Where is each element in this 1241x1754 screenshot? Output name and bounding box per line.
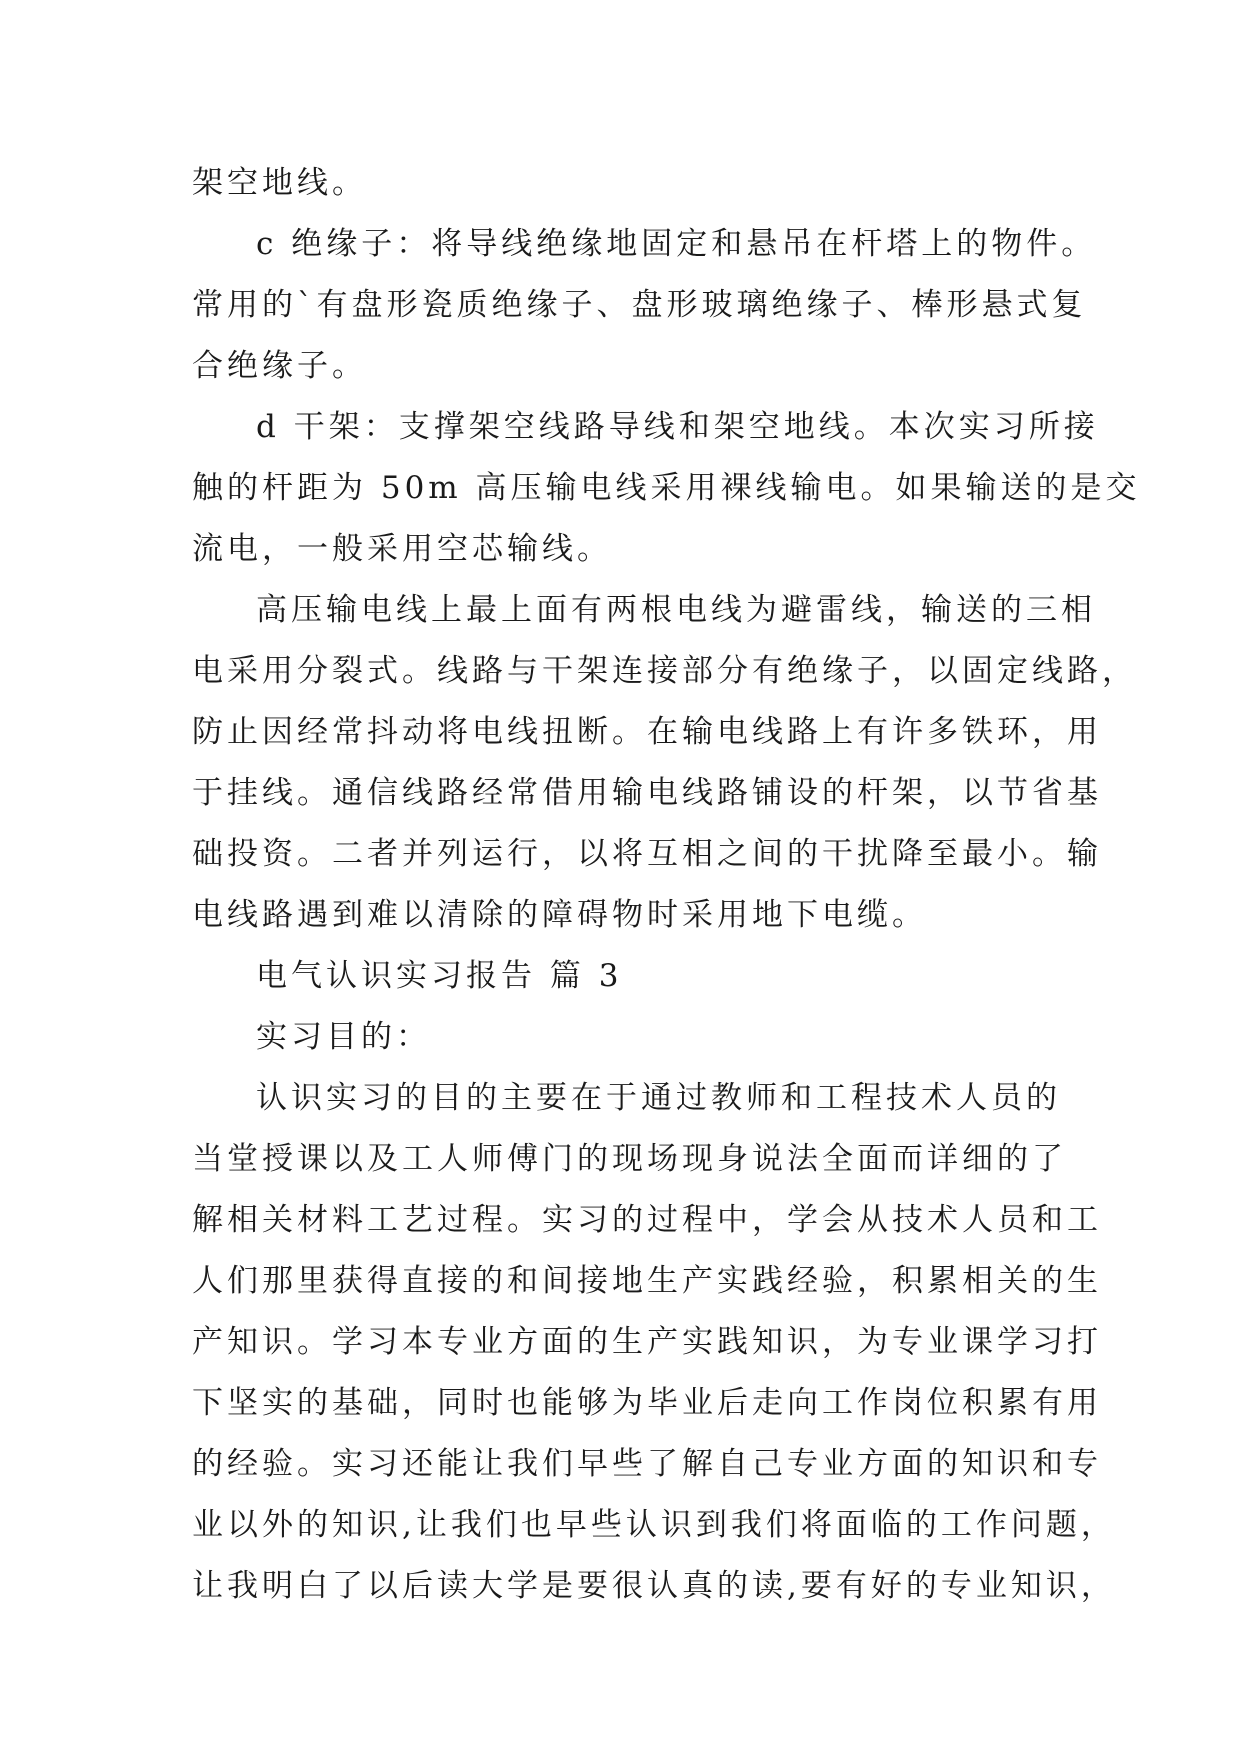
text-line: 下坚实的基础，同时也能够为毕业后走向工作岗位积累有用 bbox=[192, 1385, 1102, 1421]
text-line: 业以外的知识,让我们也早些认识到我们将面临的工作问题， bbox=[192, 1507, 1116, 1543]
text-line: 电线路遇到难以清除的障碍物时采用地下电缆。 bbox=[192, 897, 927, 933]
text-line: 解相关材料工艺过程。实习的过程中，学会从技术人员和工 bbox=[192, 1202, 1102, 1238]
text-line: 常用的`有盘形瓷质绝缘子、盘形玻璃绝缘子、棒形悬式复 bbox=[192, 287, 1087, 323]
text-line: 的经验。实习还能让我们早些了解自己专业方面的知识和专 bbox=[192, 1446, 1102, 1482]
paragraph-line-high-voltage: 高压输电线上最上面有两根电线为避雷线，输送的三相 bbox=[256, 592, 1096, 628]
text-line: 当堂授课以及工人师傅门的现场现身说法全面而详细的了 bbox=[192, 1141, 1067, 1177]
text-line: 人们那里获得直接的和间接地生产实践经验，积累相关的生 bbox=[192, 1263, 1102, 1299]
paragraph-line-insulator: c 绝缘子：将导线绝缘地固定和悬吊在杆塔上的物件。 bbox=[256, 226, 1097, 262]
text-line: 础投资。二者并列运行，以将互相之间的干扰降至最小。输 bbox=[192, 836, 1102, 872]
text-line: 于挂线。通信线路经常借用输电线路铺设的杆架，以节省基 bbox=[192, 775, 1102, 811]
text-line: 触的杆距为 50m 高压输电线采用裸线输电。如果输送的是交 bbox=[192, 470, 1141, 506]
section-heading: 电气认识实习报告 篇 3 bbox=[256, 958, 623, 994]
paragraph-line-frame: d 干架：支撑架空线路导线和架空地线。本次实习所接 bbox=[256, 409, 1099, 445]
text-line: 电采用分裂式。线路与干架连接部分有绝缘子，以固定线路， bbox=[192, 653, 1137, 689]
text-line: 架空地线。 bbox=[192, 165, 367, 201]
text-line: 流电，一般采用空芯输线。 bbox=[192, 531, 612, 567]
subheading: 实习目的： bbox=[256, 1019, 431, 1055]
paragraph-line-purpose: 认识实习的目的主要在于通过教师和工程技术人员的 bbox=[256, 1080, 1061, 1116]
text-line: 让我明白了以后读大学是要很认真的读,要有好的专业知识， bbox=[192, 1568, 1116, 1604]
document-body bbox=[192, 155, 1141, 1619]
text-line: 产知识。学习本专业方面的生产实践知识，为专业课学习打 bbox=[192, 1324, 1102, 1360]
text-line: 合绝缘子。 bbox=[192, 348, 367, 384]
text-line: 防止因经常抖动将电线扭断。在输电线路上有许多铁环，用 bbox=[192, 714, 1102, 750]
